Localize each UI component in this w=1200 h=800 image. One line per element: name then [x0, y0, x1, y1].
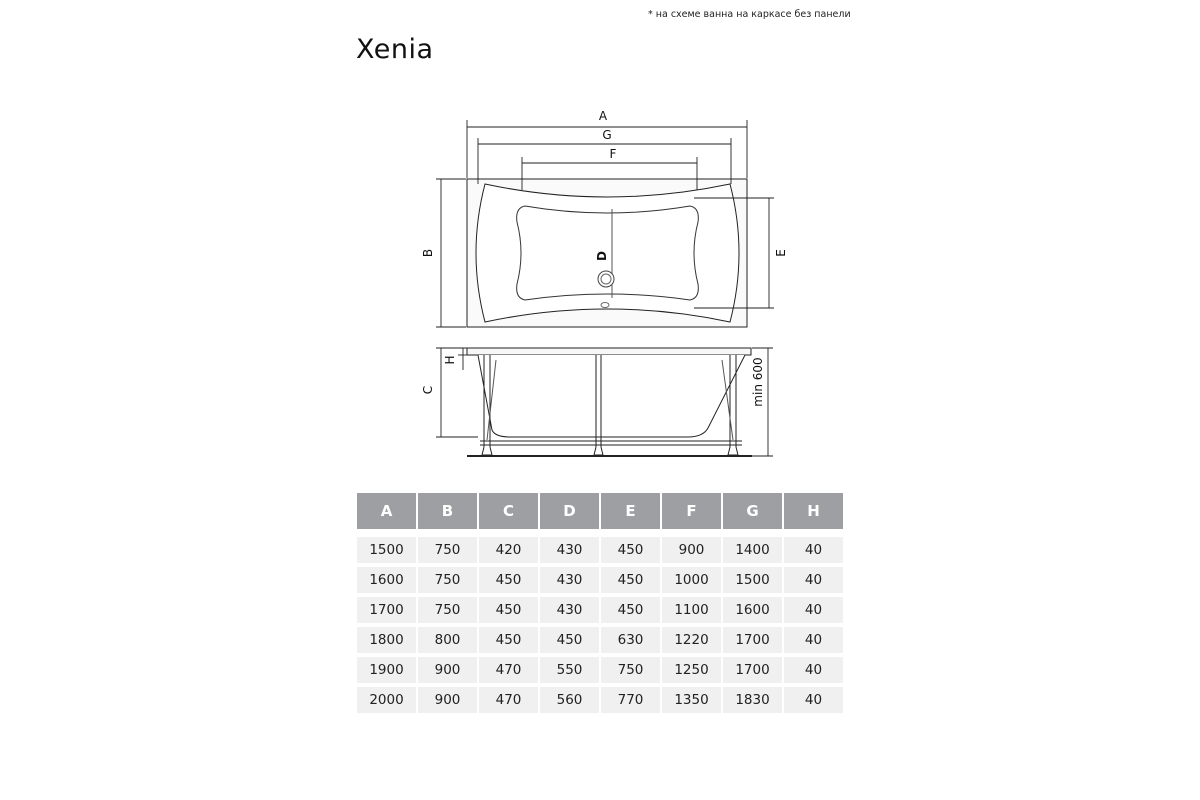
table-cell: 550: [540, 657, 599, 683]
table-cell: 1000: [662, 567, 721, 593]
table-cell: 2000: [357, 687, 416, 713]
table-cell: 770: [601, 687, 660, 713]
table-cell: 450: [601, 567, 660, 593]
column-header: E: [601, 493, 660, 529]
table-cell: 450: [540, 627, 599, 653]
drain-inner: [601, 274, 611, 284]
table-cell: 1500: [357, 537, 416, 563]
table-cell: 630: [601, 627, 660, 653]
dim-c-label: C: [421, 385, 435, 395]
table-cell: 40: [784, 537, 843, 563]
dim-d-label: D: [595, 251, 609, 261]
table-cell: 1100: [662, 597, 721, 623]
dimensions-table: [355, 489, 845, 717]
table-cell: 40: [784, 627, 843, 653]
table-cell: 750: [418, 597, 477, 623]
table-cell: 450: [479, 627, 538, 653]
column-header: G: [723, 493, 782, 529]
table-cell: 1830: [723, 687, 782, 713]
note-text: * на схеме ванна на каркасе без панели: [648, 9, 851, 20]
table-row: [357, 567, 843, 593]
side-rim: [467, 348, 751, 355]
table-row: [357, 537, 843, 563]
table-cell: 1250: [662, 657, 721, 683]
table-cell: 1600: [723, 597, 782, 623]
column-header: F: [662, 493, 721, 529]
table-cell: 560: [540, 687, 599, 713]
page-title: Xenia: [356, 34, 434, 65]
table-cell: 420: [479, 537, 538, 563]
column-header: C: [479, 493, 538, 529]
dim-h: [458, 348, 467, 370]
table-cell: 1900: [357, 657, 416, 683]
table-cell: 1700: [723, 657, 782, 683]
table-cell: 1500: [723, 567, 782, 593]
side-view: [467, 348, 752, 456]
table-cell: 450: [601, 597, 660, 623]
table-cell: 750: [418, 567, 477, 593]
overflow-hole: [601, 303, 609, 308]
table-cell: 750: [601, 657, 660, 683]
table-row: [357, 687, 843, 713]
table-cell: 40: [784, 657, 843, 683]
table-header-row: [357, 493, 843, 529]
table-cell: 450: [479, 597, 538, 623]
table-row: [357, 597, 843, 623]
table-cell: 1700: [357, 597, 416, 623]
dim-g-label: G: [602, 128, 612, 142]
column-header: D: [540, 493, 599, 529]
table-cell: 1600: [357, 567, 416, 593]
dim-f-label: F: [609, 147, 617, 161]
dim-g: [478, 138, 731, 184]
table-cell: 430: [540, 567, 599, 593]
column-header: A: [357, 493, 416, 529]
table-cell: 40: [784, 687, 843, 713]
dim-e-label: E: [774, 249, 788, 257]
table-cell: 800: [418, 627, 477, 653]
table-cell: 900: [662, 537, 721, 563]
table-row: [357, 627, 843, 653]
table-cell: 40: [784, 567, 843, 593]
side-body: [478, 355, 745, 437]
table-cell: 1400: [723, 537, 782, 563]
table-cell: 900: [418, 687, 477, 713]
column-header: H: [784, 493, 843, 529]
table-cell: 1800: [357, 627, 416, 653]
table-cell: 750: [418, 537, 477, 563]
table-cell: 1700: [723, 627, 782, 653]
table-cell: 450: [479, 567, 538, 593]
table-cell: 40: [784, 597, 843, 623]
column-header: B: [418, 493, 477, 529]
table-cell: 430: [540, 597, 599, 623]
table-cell: 1220: [662, 627, 721, 653]
dim-a-label: A: [598, 109, 608, 123]
table-cell: 470: [479, 657, 538, 683]
dim-h-label: H: [443, 355, 457, 365]
dim-b-label: B: [421, 248, 435, 258]
dim-min-height-label: min 600: [751, 357, 765, 407]
table-cell: 450: [601, 537, 660, 563]
table-cell: 470: [479, 687, 538, 713]
table-cell: 430: [540, 537, 599, 563]
table-cell: 900: [418, 657, 477, 683]
dim-b: [436, 179, 466, 327]
table-row: [357, 657, 843, 683]
table-cell: 1350: [662, 687, 721, 713]
